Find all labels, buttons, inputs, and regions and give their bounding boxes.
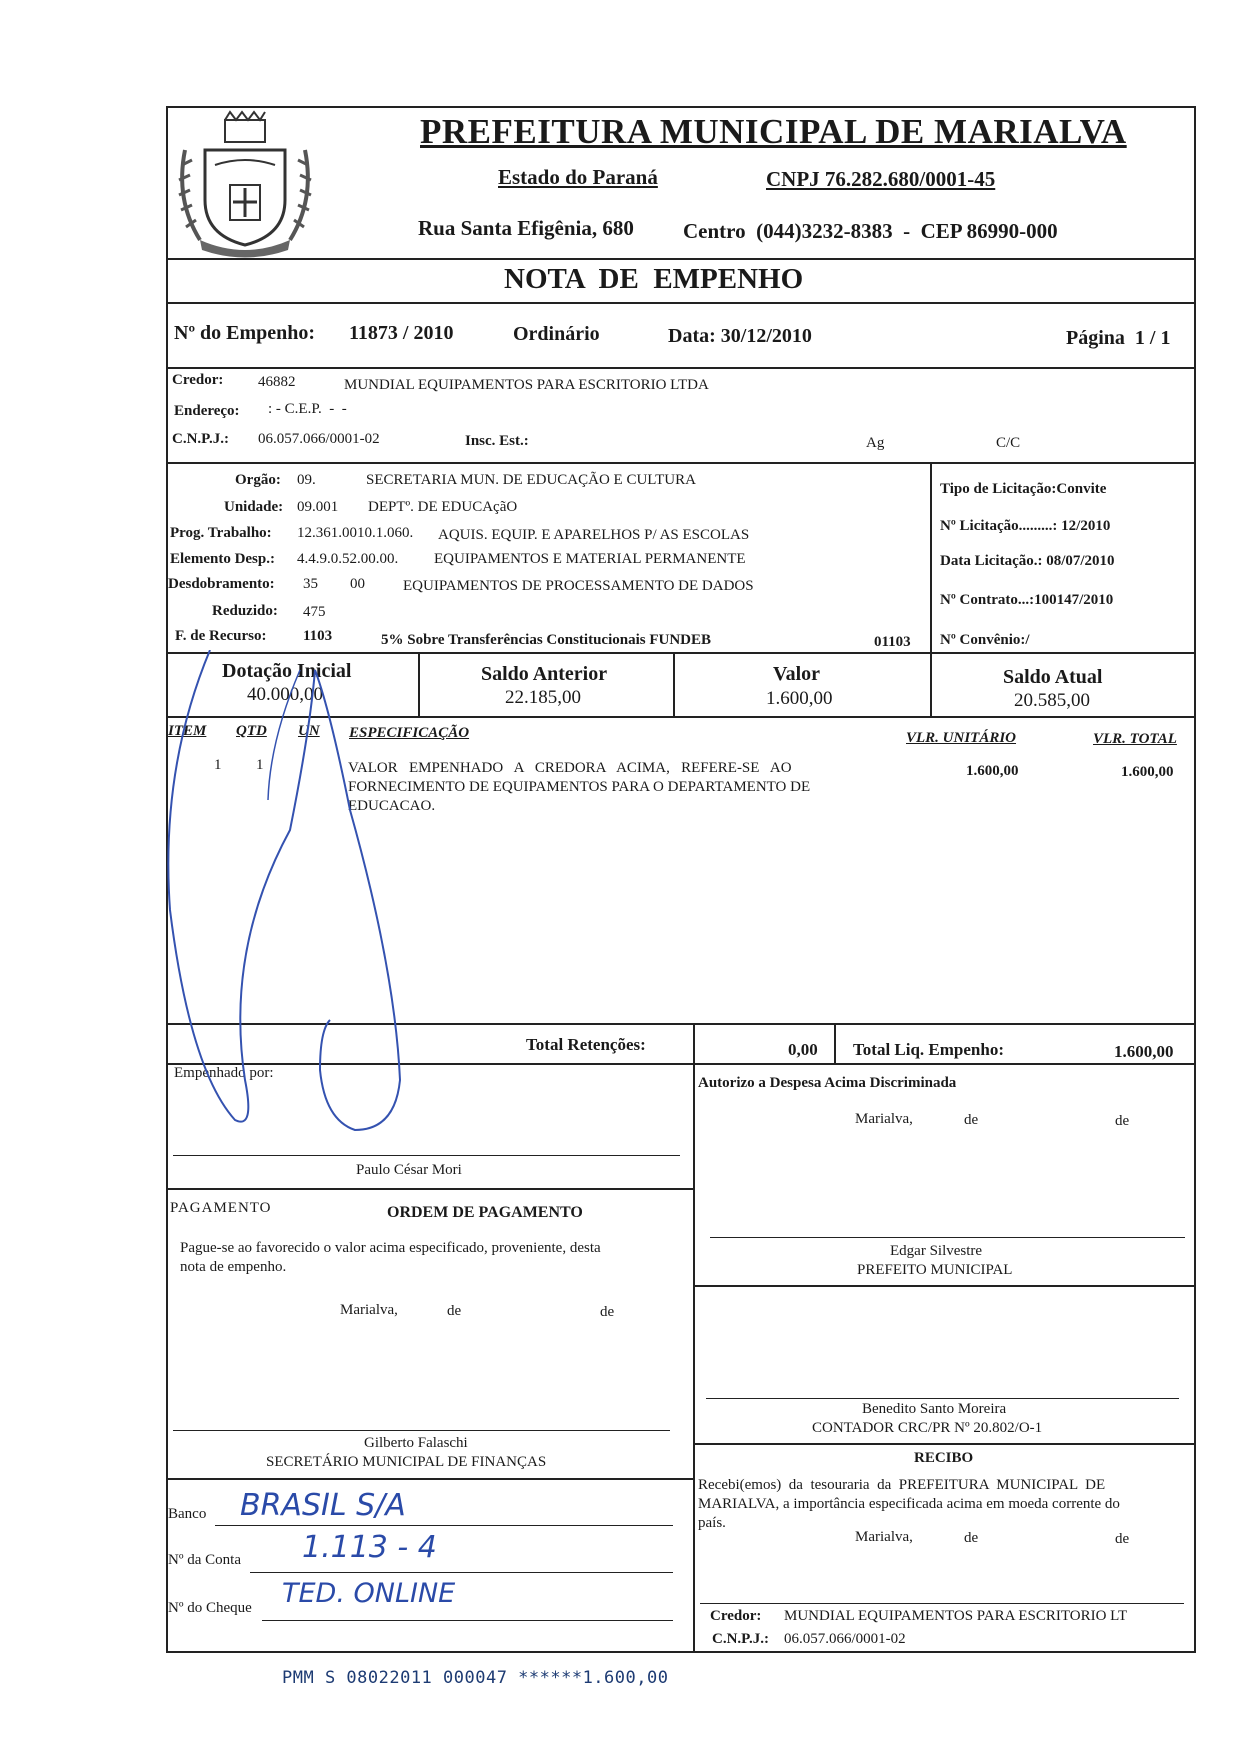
- recibo-text-line2: MARIALVA, a importância especificada acima em moeda corrente do: [698, 1496, 1120, 1512]
- pagamento-label: PAGAMENTO: [170, 1200, 272, 1216]
- recibo-credor-value: MUNDIAL EQUIPAMENTOS PARA ESCRITORIO LT: [784, 1608, 1128, 1624]
- especificacao-header: ESPECIFICAÇÃO: [349, 725, 470, 741]
- valor-value: 1.600,00: [766, 688, 833, 709]
- data-licitacao: Data Licitação.: 08/07/2010: [940, 553, 1115, 569]
- endereco-label: Endereço:: [174, 403, 240, 419]
- empenhado-por-name: Paulo César Mori: [356, 1162, 462, 1178]
- vlr-unitario-header: VLR. UNITÁRIO: [906, 730, 1017, 746]
- coat-of-arms-logo: [170, 110, 320, 260]
- cheque-value: TED. ONLINE: [282, 1578, 456, 1609]
- empenho-date: Data: 30/12/2010: [668, 325, 812, 347]
- recibo-credor-label: Credor:: [710, 1608, 762, 1624]
- contador-name: Benedito Santo Moreira: [862, 1401, 1007, 1417]
- item-header: ITEM: [168, 723, 207, 739]
- prog-trabalho-value: 12.361.0010.1.060.: [297, 525, 414, 541]
- recurso-value: 1103: [303, 628, 333, 644]
- desdobramento-label: Desdobramento:: [168, 576, 275, 592]
- item-desc-line1: VALOR EMPENHADO A CREDORA ACIMA, REFERE-SE AO: [348, 760, 792, 776]
- recibo-cnpj-value: 06.057.066/0001-02: [784, 1631, 906, 1647]
- secretario-title: SECRETÁRIO MUNICIPAL DE FINANÇAS: [266, 1454, 547, 1470]
- ag-label: Ag: [866, 435, 885, 451]
- unidade-label: Unidade:: [224, 499, 284, 515]
- elemento-desc: EQUIPAMENTOS E MATERIAL PERMANENTE: [434, 551, 746, 567]
- orgao-value: 09.: [297, 472, 316, 488]
- cc-label: C/C: [996, 435, 1021, 451]
- numero-contrato: Nº Contrato...:100147/2010: [940, 592, 1114, 608]
- page-number: Página 1 / 1: [1066, 327, 1171, 349]
- recibo-text-line3: país.: [698, 1515, 726, 1531]
- empenho-type: Ordinário: [513, 323, 600, 345]
- retencoes-label: Total Retenções:: [526, 1035, 646, 1054]
- item-unit-value: 1.600,00: [966, 763, 1019, 779]
- cheque-label: Nº do Cheque: [168, 1600, 252, 1616]
- item-total-value: 1.600,00: [1121, 764, 1174, 780]
- elemento-value: 4.4.9.0.52.00.00.: [297, 551, 399, 567]
- liq-empenho-label: Total Liq. Empenho:: [853, 1040, 1004, 1059]
- reduzido-label: Reduzido:: [212, 603, 278, 619]
- contador-title: CONTADOR CRC/PR Nº 20.802/O-1: [812, 1420, 1043, 1436]
- recurso-label: F. de Recurso:: [175, 628, 267, 644]
- municipality-title: PREFEITURA MUNICIPAL DE MARIALVA: [420, 112, 1127, 151]
- empenhado-por-label: Empenhado por:: [174, 1065, 274, 1081]
- recibo-label: RECIBO: [914, 1450, 974, 1466]
- recurso-desc: 5% Sobre Transferências Constitucionais FUNDEB: [381, 632, 712, 648]
- prog-trabalho-desc: AQUIS. EQUIP. E APARELHOS P/ AS ESCOLAS: [438, 527, 750, 543]
- credor-name: MUNDIAL EQUIPAMENTOS PARA ESCRITORIO LTDA: [344, 377, 709, 393]
- handwritten-signature: [150, 650, 470, 1150]
- reduzido-value: 475: [303, 604, 326, 620]
- qtd-header: QTD: [236, 723, 267, 739]
- document-title: NOTA DE EMPENHO: [504, 263, 804, 295]
- tipo-licitacao: Tipo de Licitação:Convite: [940, 481, 1107, 497]
- header-address: Centro (044)3232-8383 - CEP 86990-000: [683, 219, 1058, 243]
- elemento-label: Elemento Desp.:: [170, 551, 275, 567]
- recibo-text-line1: Recebi(emos) da tesouraria da PREFEITURA MUNICIPAL DE: [698, 1477, 1106, 1493]
- dotacao-inicial-label: Dotação Inicial: [222, 660, 352, 682]
- item-desc-line2: FORNECIMENTO DE EQUIPAMENTOS PARA O DEPARTAMENTO DE: [348, 779, 811, 795]
- item-desc-line3: EDUCACAO.: [348, 798, 436, 814]
- un-header: UN: [298, 723, 320, 739]
- saldo-atual-label: Saldo Atual: [1003, 666, 1103, 688]
- empenho-number-label: Nº do Empenho:: [174, 322, 316, 344]
- retencoes-value: 0,00: [788, 1040, 818, 1059]
- pague-text-line2: nota de empenho.: [180, 1259, 287, 1275]
- saldo-atual-value: 20.585,00: [1014, 690, 1090, 711]
- item-number: 1: [214, 757, 222, 773]
- autorizo-text: Autorizo a Despesa Acima Discriminada: [698, 1075, 957, 1091]
- payment-stamp: PMM S 08022011 000047 ******1.600,00: [282, 1668, 669, 1688]
- orgao-desc: SECRETARIA MUN. DE EDUCAÇÃO E CULTURA: [366, 472, 696, 488]
- header-cnpj: CNPJ 76.282.680/0001-45: [766, 167, 996, 191]
- unidade-value: 09.001: [297, 499, 339, 515]
- prefeito-title: PREFEITO MUNICIPAL: [857, 1262, 1013, 1278]
- recibo-de2: de: [1115, 1531, 1130, 1547]
- liq-empenho-value: 1.600,00: [1114, 1042, 1174, 1061]
- credor-code: 46882: [258, 374, 296, 390]
- empenho-number-value: 11873 / 2010: [349, 322, 454, 344]
- numero-licitacao: Nº Licitação.........: 12/2010: [940, 518, 1111, 534]
- pagamento-de2: de: [600, 1304, 615, 1320]
- desdobramento-value: 35: [303, 576, 318, 592]
- recibo-cnpj-label: C.N.P.J.:: [712, 1631, 769, 1647]
- desdobramento-value2: 00: [350, 576, 365, 592]
- desdobramento-desc: EQUIPAMENTOS DE PROCESSAMENTO DE DADOS: [403, 578, 754, 594]
- recurso-code: 01103: [874, 634, 911, 650]
- state-name: Estado do Paraná: [498, 165, 658, 189]
- credor-cnpj-label: C.N.P.J.:: [172, 431, 229, 447]
- banco-label: Banco: [168, 1506, 207, 1522]
- conta-label: Nº da Conta: [168, 1552, 241, 1568]
- autorizo-de1: de: [964, 1112, 979, 1128]
- pagamento-de1: de: [447, 1303, 462, 1319]
- banco-value: BRASIL S/A: [240, 1488, 406, 1523]
- prog-trabalho-label: Prog. Trabalho:: [170, 525, 272, 541]
- pagamento-local: Marialva,: [340, 1302, 398, 1318]
- dotacao-inicial-value: 40.000,00: [247, 684, 323, 705]
- recibo-de1: de: [964, 1530, 979, 1546]
- unidade-desc: DEPTº. DE EDUCAçãO: [368, 499, 518, 515]
- insc-est-label: Insc. Est.:: [465, 433, 529, 449]
- endereco-value: : - C.E.P. - -: [268, 401, 347, 417]
- saldo-anterior-label: Saldo Anterior: [481, 663, 608, 685]
- recibo-local: Marialva,: [855, 1529, 913, 1545]
- ordem-pagamento-label: ORDEM DE PAGAMENTO: [387, 1204, 583, 1221]
- credor-label: Credor:: [172, 372, 224, 388]
- conta-value: 1.113 - 4: [302, 1530, 437, 1565]
- autorizo-local: Marialva,: [855, 1111, 913, 1127]
- numero-convenio: Nº Convênio:/: [940, 632, 1030, 648]
- saldo-anterior-value: 22.185,00: [505, 687, 581, 708]
- pague-text-line1: Pague-se ao favorecido o valor acima especificado, proveniente, desta: [180, 1240, 601, 1256]
- secretario-name: Gilberto Falaschi: [364, 1435, 468, 1451]
- valor-label: Valor: [773, 663, 821, 685]
- credor-cnpj-value: 06.057.066/0001-02: [258, 431, 380, 447]
- prefeito-name: Edgar Silvestre: [890, 1243, 983, 1259]
- item-qtd: 1: [256, 757, 264, 773]
- header-street: Rua Santa Efigênia, 680: [418, 216, 634, 240]
- autorizo-de2: de: [1115, 1113, 1130, 1129]
- vlr-total-header: VLR. TOTAL: [1093, 731, 1177, 747]
- orgao-label: Orgão:: [235, 472, 281, 488]
